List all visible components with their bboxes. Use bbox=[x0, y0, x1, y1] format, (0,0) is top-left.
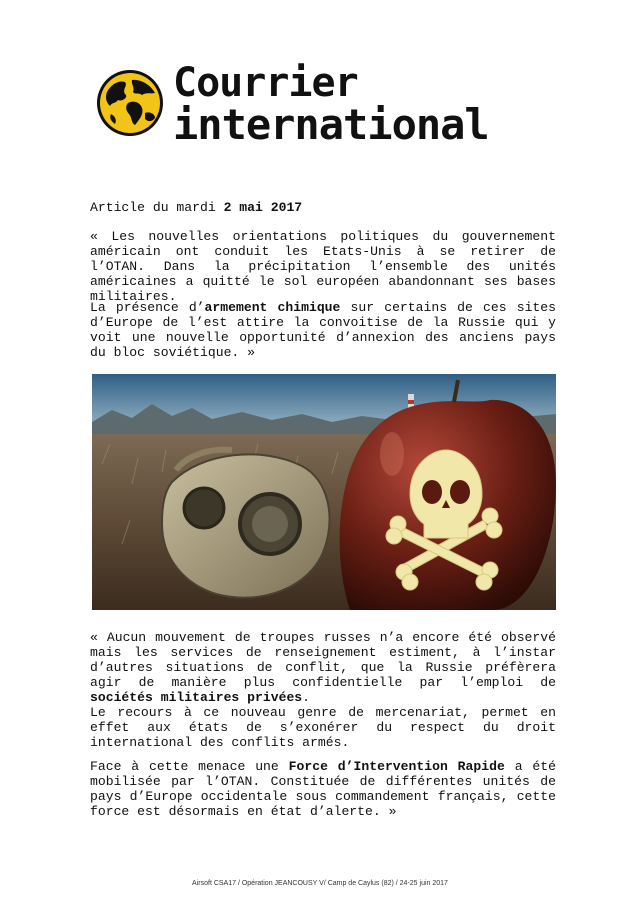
quote2-paragraph3-start: Face à cette menace une bbox=[90, 759, 289, 774]
globe-logo-icon bbox=[95, 68, 165, 138]
brand-name-line2: international bbox=[173, 100, 489, 149]
quote2-paragraph1-end: . bbox=[302, 690, 311, 705]
article-photo-illustration bbox=[92, 374, 556, 610]
dateline-prefix: Article du mardi bbox=[90, 200, 224, 215]
gas-mask-icon bbox=[162, 450, 329, 598]
quote1-paragraph1: « Les nouvelles orientations politiques du gouvernement américain ont conduit les Etats-Unis à se retirer de l’OTAN. Dans la précipitation l’ensemble des unités américaines a quitté le sol européen abandonnant ses bases militaires. bbox=[90, 229, 556, 304]
quote1-paragraph2 bbox=[90, 300, 556, 360]
rapid-intervention-force-highlight: Force d’Intervention Rapide bbox=[288, 759, 505, 774]
masthead bbox=[95, 62, 565, 152]
quote2-paragraph1 bbox=[90, 630, 556, 750]
page-footer: Airsoft CSA17 / Opération JEANCOUSY V/ Camp de Caylus (82) / 24-25 juin 2017 bbox=[192, 880, 448, 887]
private-military-companies-highlight: sociétés militaires privées bbox=[90, 690, 303, 705]
article-photo bbox=[92, 374, 556, 610]
quote1-paragraph2-end: sur certains de ces sites d’Europe de l’est attire la convoitise de la Russie qui y voit une nouvelle opportunité d’annexion des anciens pays du bloc soviétique. » bbox=[90, 300, 557, 360]
article-dateline bbox=[90, 200, 556, 215]
quote2-paragraph1-start: « Aucun mouvement de troupes russes n’a encore été observé mais les services de renseignement estiment, à l’instar d’autres situations de conflit, que la Russie préfèrera agir de manière plus confidentielle par l’emploi de bbox=[90, 630, 556, 690]
quote2-paragraph3-end: a été mobilisée par l’OTAN. Constituée de différentes unités de pays d’Europe occidentale sous commandement français, cette force est désormais en état d’alerte. » bbox=[90, 759, 556, 819]
brand-name-line1: Courrier bbox=[173, 60, 358, 106]
quote1-paragraph2-start: La présence d’ bbox=[90, 300, 205, 315]
quote2-paragraph3 bbox=[90, 759, 556, 819]
quote2-paragraph2: Le recours à ce nouveau genre de mercenariat, permet en effet aux états de s’exonérer du respect du droit international des conflits armés. bbox=[90, 705, 556, 750]
dateline-date: 2 mai 2017 bbox=[223, 200, 303, 215]
chemical-weapons-highlight: armement chimique bbox=[204, 300, 341, 315]
